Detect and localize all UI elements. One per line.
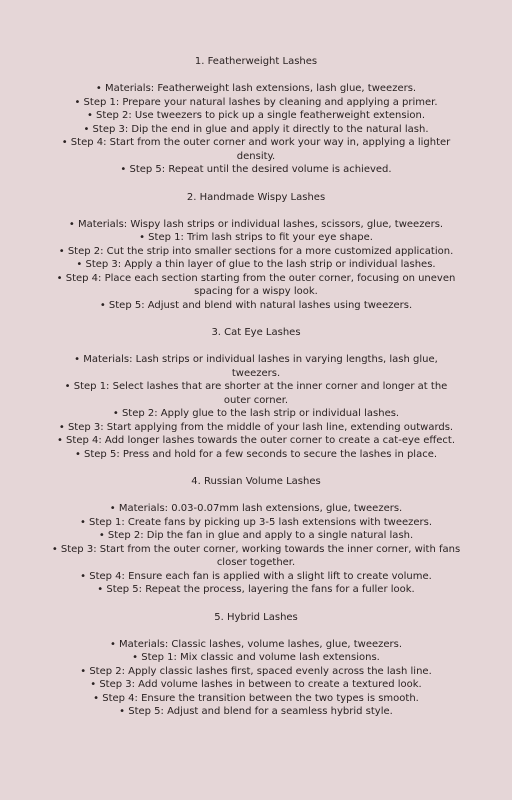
list-item: • Step 4: Add longer lashes towards the outer corner to create a cat-eye effect.: [56, 435, 456, 446]
section-cat-eye-lashes: [0, 326, 512, 461]
list-item: • Step 2: Apply glue to the lash strip or individual lashes.: [112, 408, 400, 419]
list-item: • Step 1: Trim lash strips to fit your eye shape.: [139, 232, 373, 243]
section-title: 2. Handmade Wispy Lashes: [186, 191, 326, 203]
list-item: • Step 5: Adjust and blend with natural lashes using tweezers.: [99, 299, 413, 311]
section-title: 5. Hybrid Lashes: [214, 611, 298, 623]
list-item: • Step 3: Start applying from the middle of your lash line, extending outwards.: [58, 421, 454, 433]
list-item: • Step 2: Apply classic lashes first, spaced evenly across the lash line.: [80, 665, 432, 677]
step-list: [0, 502, 512, 597]
step-list: [0, 353, 512, 461]
list-item: • Step 1: Mix classic and volume lash extensions.: [132, 652, 380, 663]
section-title: 3. Cat Eye Lashes: [211, 327, 301, 338]
section-hybrid-lashes: [0, 611, 512, 719]
list-item: • Step 5: Repeat the process, layering the fans for a fuller look.: [97, 584, 415, 595]
section-title: 1. Featherweight Lashes: [194, 56, 318, 67]
list-item: • Step 5: Press and hold for a few seconds to secure the lashes in place.: [74, 448, 438, 460]
list-item: • Step 5: Repeat until the desired volume is achieved.: [120, 164, 392, 175]
list-item: • Step 3: Add volume lashes in between to create a textured look.: [90, 679, 422, 690]
step-list: [0, 218, 512, 313]
list-item: • Step 3: Start from the outer corner, working towards the inner corner, with fans closer together.: [51, 543, 461, 568]
step-list: [0, 638, 512, 719]
list-item: • Step 3: Dip the end in glue and apply it directly to the natural lash.: [83, 123, 429, 135]
list-item: • Step 2: Use tweezers to pick up a single featherweight extension.: [86, 110, 425, 121]
list-item: • Step 4: Ensure each fan is applied with a slight lift to create volume.: [80, 570, 432, 582]
list-item: • Step 3: Apply a thin layer of glue to the lash strip or individual lashes.: [76, 259, 436, 270]
list-item: • Step 2: Cut the strip into smaller sections for a more customized application.: [58, 245, 454, 257]
list-item: • Step 5: Adjust and blend for a seamless hybrid style.: [119, 706, 393, 717]
list-item: • Step 4: Start from the outer corner and work your way in, applying a lighter density.: [61, 137, 451, 162]
list-item: • Materials: 0.03-0.07mm lash extensions, glue, tweezers.: [109, 503, 403, 514]
section-russian-volume-lashes: [0, 475, 512, 597]
list-item: • Materials: Wispy lash strips or individual lashes, scissors, glue, tweezers.: [68, 218, 444, 230]
section-title: 4. Russian Volume Lashes: [191, 476, 321, 487]
list-item: • Materials: Classic lashes, volume lashes, glue, tweezers.: [109, 638, 403, 650]
list-item: • Materials: Featherweight lash extensions, lash glue, tweezers.: [95, 83, 417, 94]
list-item: • Step 2: Dip the fan in glue and apply to a single natural lash.: [98, 530, 414, 541]
list-item: • Step 1: Prepare your natural lashes by cleaning and applying a primer.: [74, 96, 438, 108]
list-item: • Materials: Lash strips or individual lashes in varying lengths, lash glue, tweezers.: [74, 354, 438, 379]
step-list: [0, 82, 512, 177]
list-item: • Step 4: Place each section starting from the outer corner, focusing on uneven spacing for a wispy look.: [56, 272, 456, 297]
section-handmade-wispy-lashes: [0, 191, 512, 313]
list-item: • Step 1: Create fans by picking up 3-5 lash extensions with tweezers.: [79, 516, 433, 528]
section-featherweight-lashes: [0, 55, 512, 177]
list-item: • Step 4: Ensure the transition between the two types is smooth.: [93, 692, 419, 704]
list-item: • Step 1: Select lashes that are shorter at the inner corner and longer at the outer corner.: [64, 381, 448, 406]
